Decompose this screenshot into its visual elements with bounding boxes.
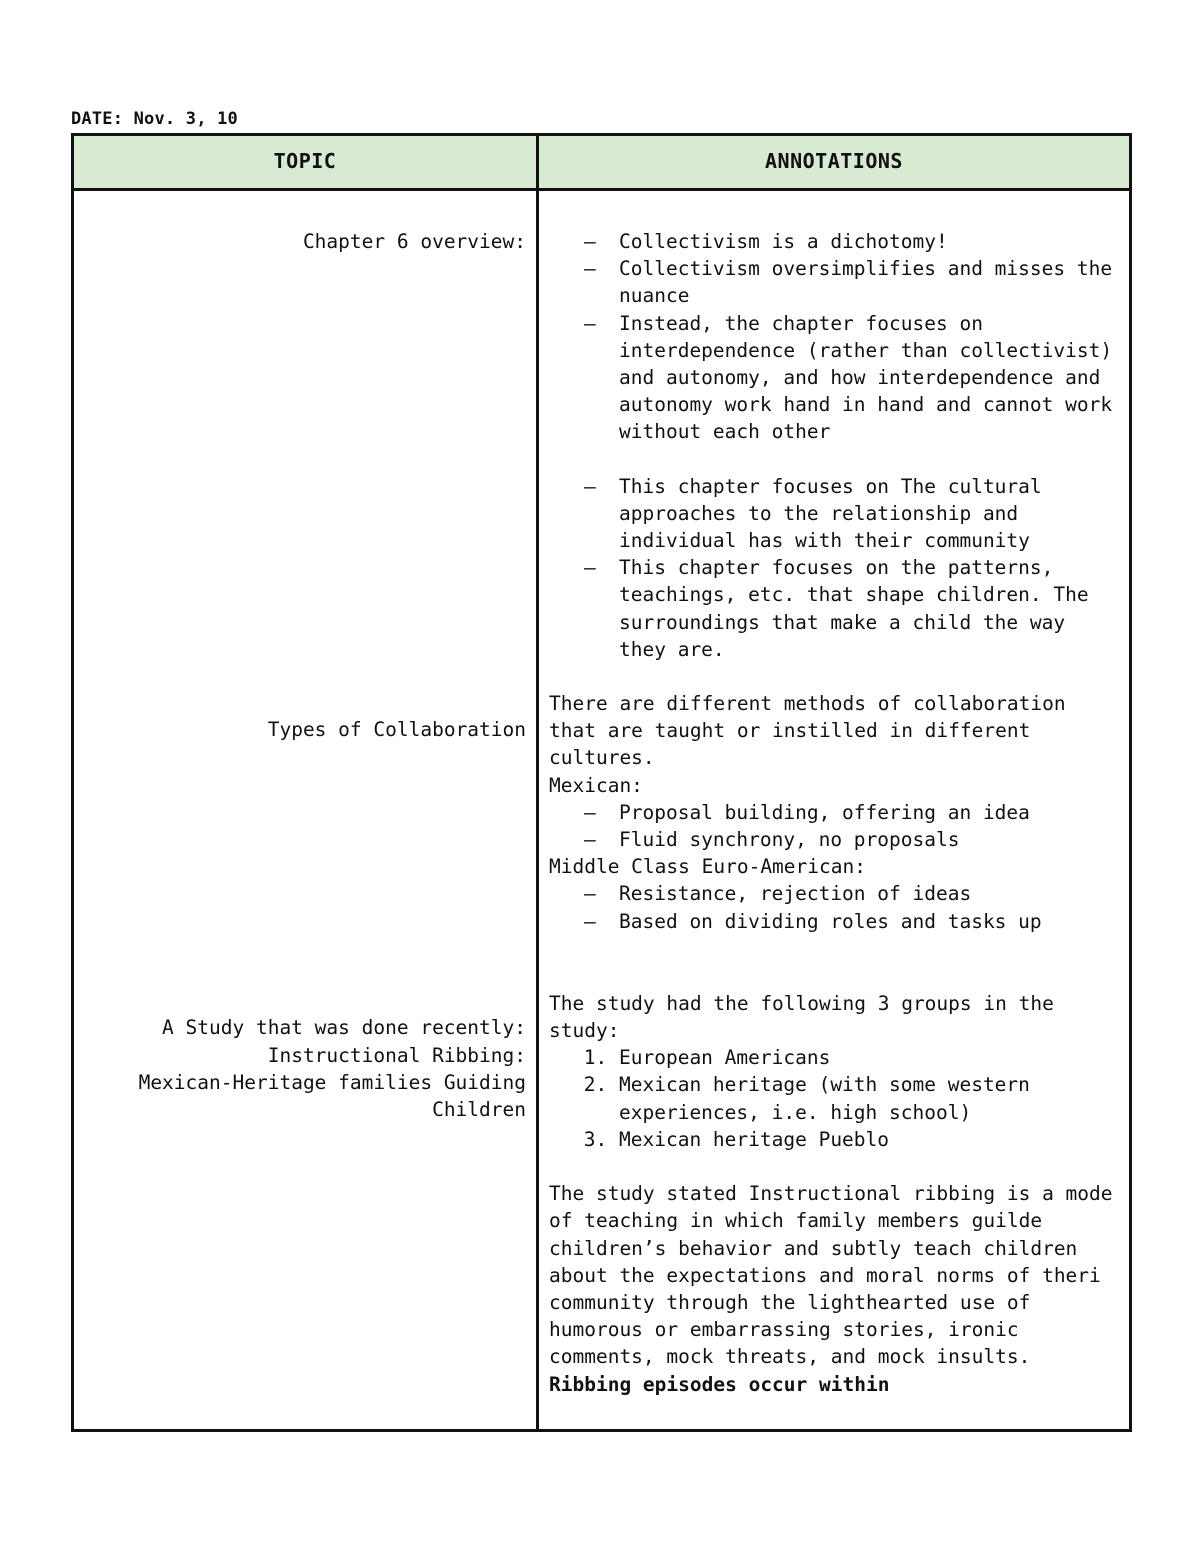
topic-collaboration: Types of Collaboration: [267, 718, 526, 742]
document-page: [71, 106, 1132, 1432]
list-item: – Resistance, rejection of ideas: [619, 880, 1119, 907]
list-item: – This chapter focuses on The cultural approaches to the relationship and individual has with their community: [619, 473, 1119, 555]
topic-chapter-6: Chapter 6 overview:: [302, 230, 526, 253]
topic-study-line-3: Mexican-Heritage families Guiding Children: [138, 1070, 526, 1122]
list-item: 2. Mexican heritage (with some western experiences, i.e. high school): [619, 1071, 1119, 1125]
list-item: – Proposal building, offering an idea: [619, 799, 1119, 826]
annotation-study: [549, 990, 1119, 1398]
numbered-list: [549, 1044, 1119, 1153]
topic-column-header: TOPIC: [73, 135, 538, 190]
group-label-euro-american: Middle Class Euro-American:: [549, 855, 866, 879]
topic-cell: [73, 190, 538, 1431]
table-header-row: [73, 135, 1131, 190]
list-item: – Based on dividing roles and tasks up: [619, 908, 1119, 935]
list-item: – Collectivism is a dichotomy!: [619, 228, 1119, 255]
study-paragraph-text: The study stated Instructional ribbing is a mode of teaching in which family members guilde children’s behavior and subtly teach children about the expectations and moral norms of theri community through the lighthearted use of humorous or embarrassing stories, ironic comments, mock threats, and mock insults.: [549, 1182, 1113, 1369]
topic-study-line-2: Instructional Ribbing:: [267, 1043, 526, 1067]
topic-study-line-1: A Study that was done recently:: [162, 1016, 526, 1040]
notes-table: [71, 133, 1132, 1432]
study-intro: The study had the following 3 groups in the study:: [549, 991, 1054, 1043]
list-item: 1. European Americans: [619, 1044, 1119, 1071]
list-item: – This chapter focuses on the patterns, teachings, etc. that shape children. The surroundings that make a child the way they are.: [619, 554, 1119, 663]
annotations-column-header: ANNOTATIONS: [538, 135, 1131, 190]
date-line: DATE: Nov. 3, 10: [71, 109, 238, 129]
table-row: [73, 190, 1131, 1431]
annotation-collaboration: [549, 690, 1119, 935]
bullet-list: [549, 799, 1119, 853]
annotation-cell: [538, 190, 1131, 1431]
bullet-list: [549, 228, 1119, 446]
list-item: – Fluid synchrony, no proposals: [619, 826, 1119, 853]
list-item: – Collectivism oversimplifies and misses the nuance: [619, 255, 1119, 309]
study-paragraph-bold: Ribbing episodes occur within: [549, 1372, 890, 1396]
study-paragraph: [549, 1180, 1119, 1398]
list-item: 3. Mexican heritage Pueblo: [619, 1126, 1119, 1153]
bullet-list: [549, 473, 1119, 663]
annotation-chapter-6: [549, 228, 1119, 663]
list-item: – Instead, the chapter focuses on interdependence (rather than collectivist) and autonomy, and how interdependence and autonomy work hand in hand and cannot work without each other: [619, 310, 1119, 446]
bullet-list: [549, 880, 1119, 934]
group-label-mexican: Mexican:: [549, 773, 643, 797]
collaboration-intro: There are different methods of collaboration that are taught or instilled in different cultures.: [549, 692, 1066, 770]
